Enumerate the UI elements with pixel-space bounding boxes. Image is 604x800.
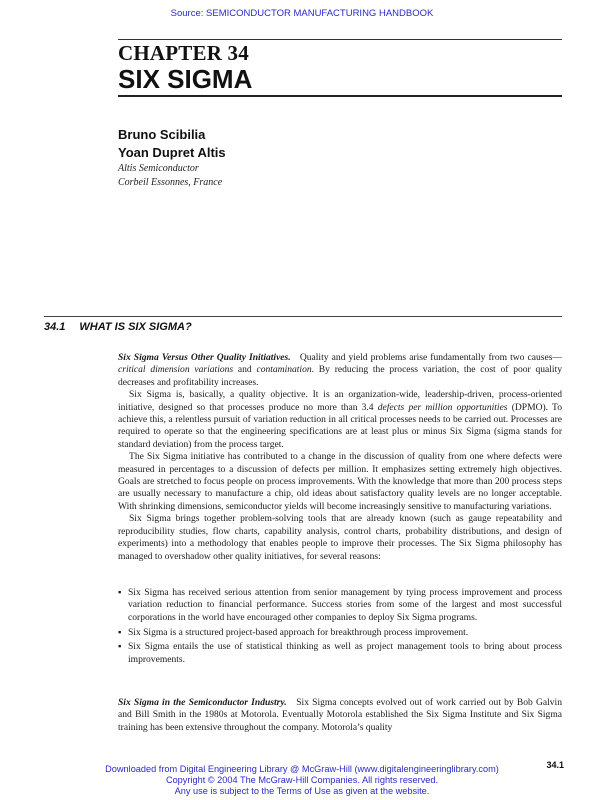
chapter-title-rule: [118, 95, 562, 97]
bullet-icon: ▪: [118, 641, 122, 653]
list-item: ▪ Six Sigma entails the use of statistical thinking as well as project management tools to bring about process improvements.: [118, 641, 562, 665]
chapter-top-rule: [118, 39, 562, 40]
paragraph: Six Sigma brings together problem-solving tools that are already known (such as gauge repeatability and reproducibility studies, flow charts, capability analysis, control charts, probability distributions, and design of experiments) into a methodology that enables people to improve their processes. The Six Sigma philosophy has managed to overshadow other quality initiatives, for several reasons:: [118, 513, 562, 562]
chapter-label: CHAPTER 34: [118, 41, 249, 65]
bullet-icon: ▪: [118, 626, 122, 638]
section-title: WHAT IS SIX SIGMA?: [79, 321, 192, 333]
source-line: Source: SEMICONDUCTOR MANUFACTURING HANDBOOK: [170, 8, 434, 19]
paragraph: The Six Sigma initiative has contributed to a change in the discussion of quality from one where defects were measured in percentages to a discussion of defects per million. It emphasizes setting extremely high objectives. Goals are stretched to focus people on process improvements. With the knowledge that more than 200 process steps are usually necessary to manufacture a chip, old ideas about satisfactory quality levels are no longer acceptable. With shrinking dimensions, semiconductor yields will become increasingly sensitive to manufacturing variations.: [118, 451, 562, 512]
body-text-continued: [118, 697, 562, 734]
run-in-heading: Six Sigma Versus Other Quality Initiatives.: [118, 352, 291, 363]
list-item: ▪ Six Sigma is a structured project-based approach for breakthrough process improvement.: [118, 626, 469, 638]
footer-copyright: Copyright © 2004 The McGraw-Hill Companies. All rights reserved.: [165, 775, 439, 785]
paragraph: Six Sigma Versus Other Quality Initiatives. Quality and yield problems arise fundamentally from two causes—critical dimension variations and contamination. By reducing the process variation, the cost of poor quality decreases and profitability increases.: [118, 352, 563, 388]
author-location: Corbeil Essonnes, France: [118, 177, 223, 188]
section-number: 34.1: [44, 321, 66, 333]
author-affiliation: Altis Semiconductor: [118, 163, 199, 174]
bullet-list-block: [118, 587, 562, 669]
run-in-heading: Six Sigma in the Semiconductor Industry.: [118, 697, 287, 708]
paragraph: Six Sigma in the Semiconductor Industry. Six Sigma concepts evolved out of work carried out by Bob Galvin and Bill Smith in the 1980s at Motorola. Eventually Motorola established the Six Sigma Institute and Six Sigma training has been extensive throughout the company. Motorola’s quality: [118, 697, 562, 733]
section-heading: [44, 321, 192, 333]
chapter-title: SIX SIGMA: [118, 64, 253, 94]
bullet-list: [118, 587, 562, 666]
author-name: Bruno Scibilia: [118, 127, 206, 142]
section-rule: [44, 316, 562, 317]
page-number: 34.1: [546, 760, 564, 770]
footer-download-link[interactable]: Downloaded from Digital Engineering Library @ McGraw-Hill (www.digitalengineeringlibrary.com): [105, 764, 499, 774]
bullet-icon: ▪: [118, 587, 122, 598]
body-text: [118, 352, 562, 563]
list-item: ▪ Six Sigma has received serious attention from senior management by tying process improvement and process variation reduction to financial performance. Success stories from some of the largest and most successful corporations in the world have encouraged other companies to deploy Six Sigma programs.: [118, 587, 562, 623]
paragraph: Six Sigma is, basically, a quality objective. It is an organization-wide, leadership-driven, process-oriented initiative, designed so that processes produce no more than 3.4 defects per million opportunities (DPMO). To achieve this, a relentless pursuit of variation reduction in all critical processes needs to be carried out. Processes are required to operate so that the engineering specifications are at least plus or minus Six Sigma (sigma stands for standard deviation) from the process target.: [118, 389, 562, 450]
author-name: Yoan Dupret Altis: [118, 145, 226, 160]
footer-terms-link[interactable]: Any use is subject to the Terms of Use as given at the website.: [174, 786, 430, 796]
